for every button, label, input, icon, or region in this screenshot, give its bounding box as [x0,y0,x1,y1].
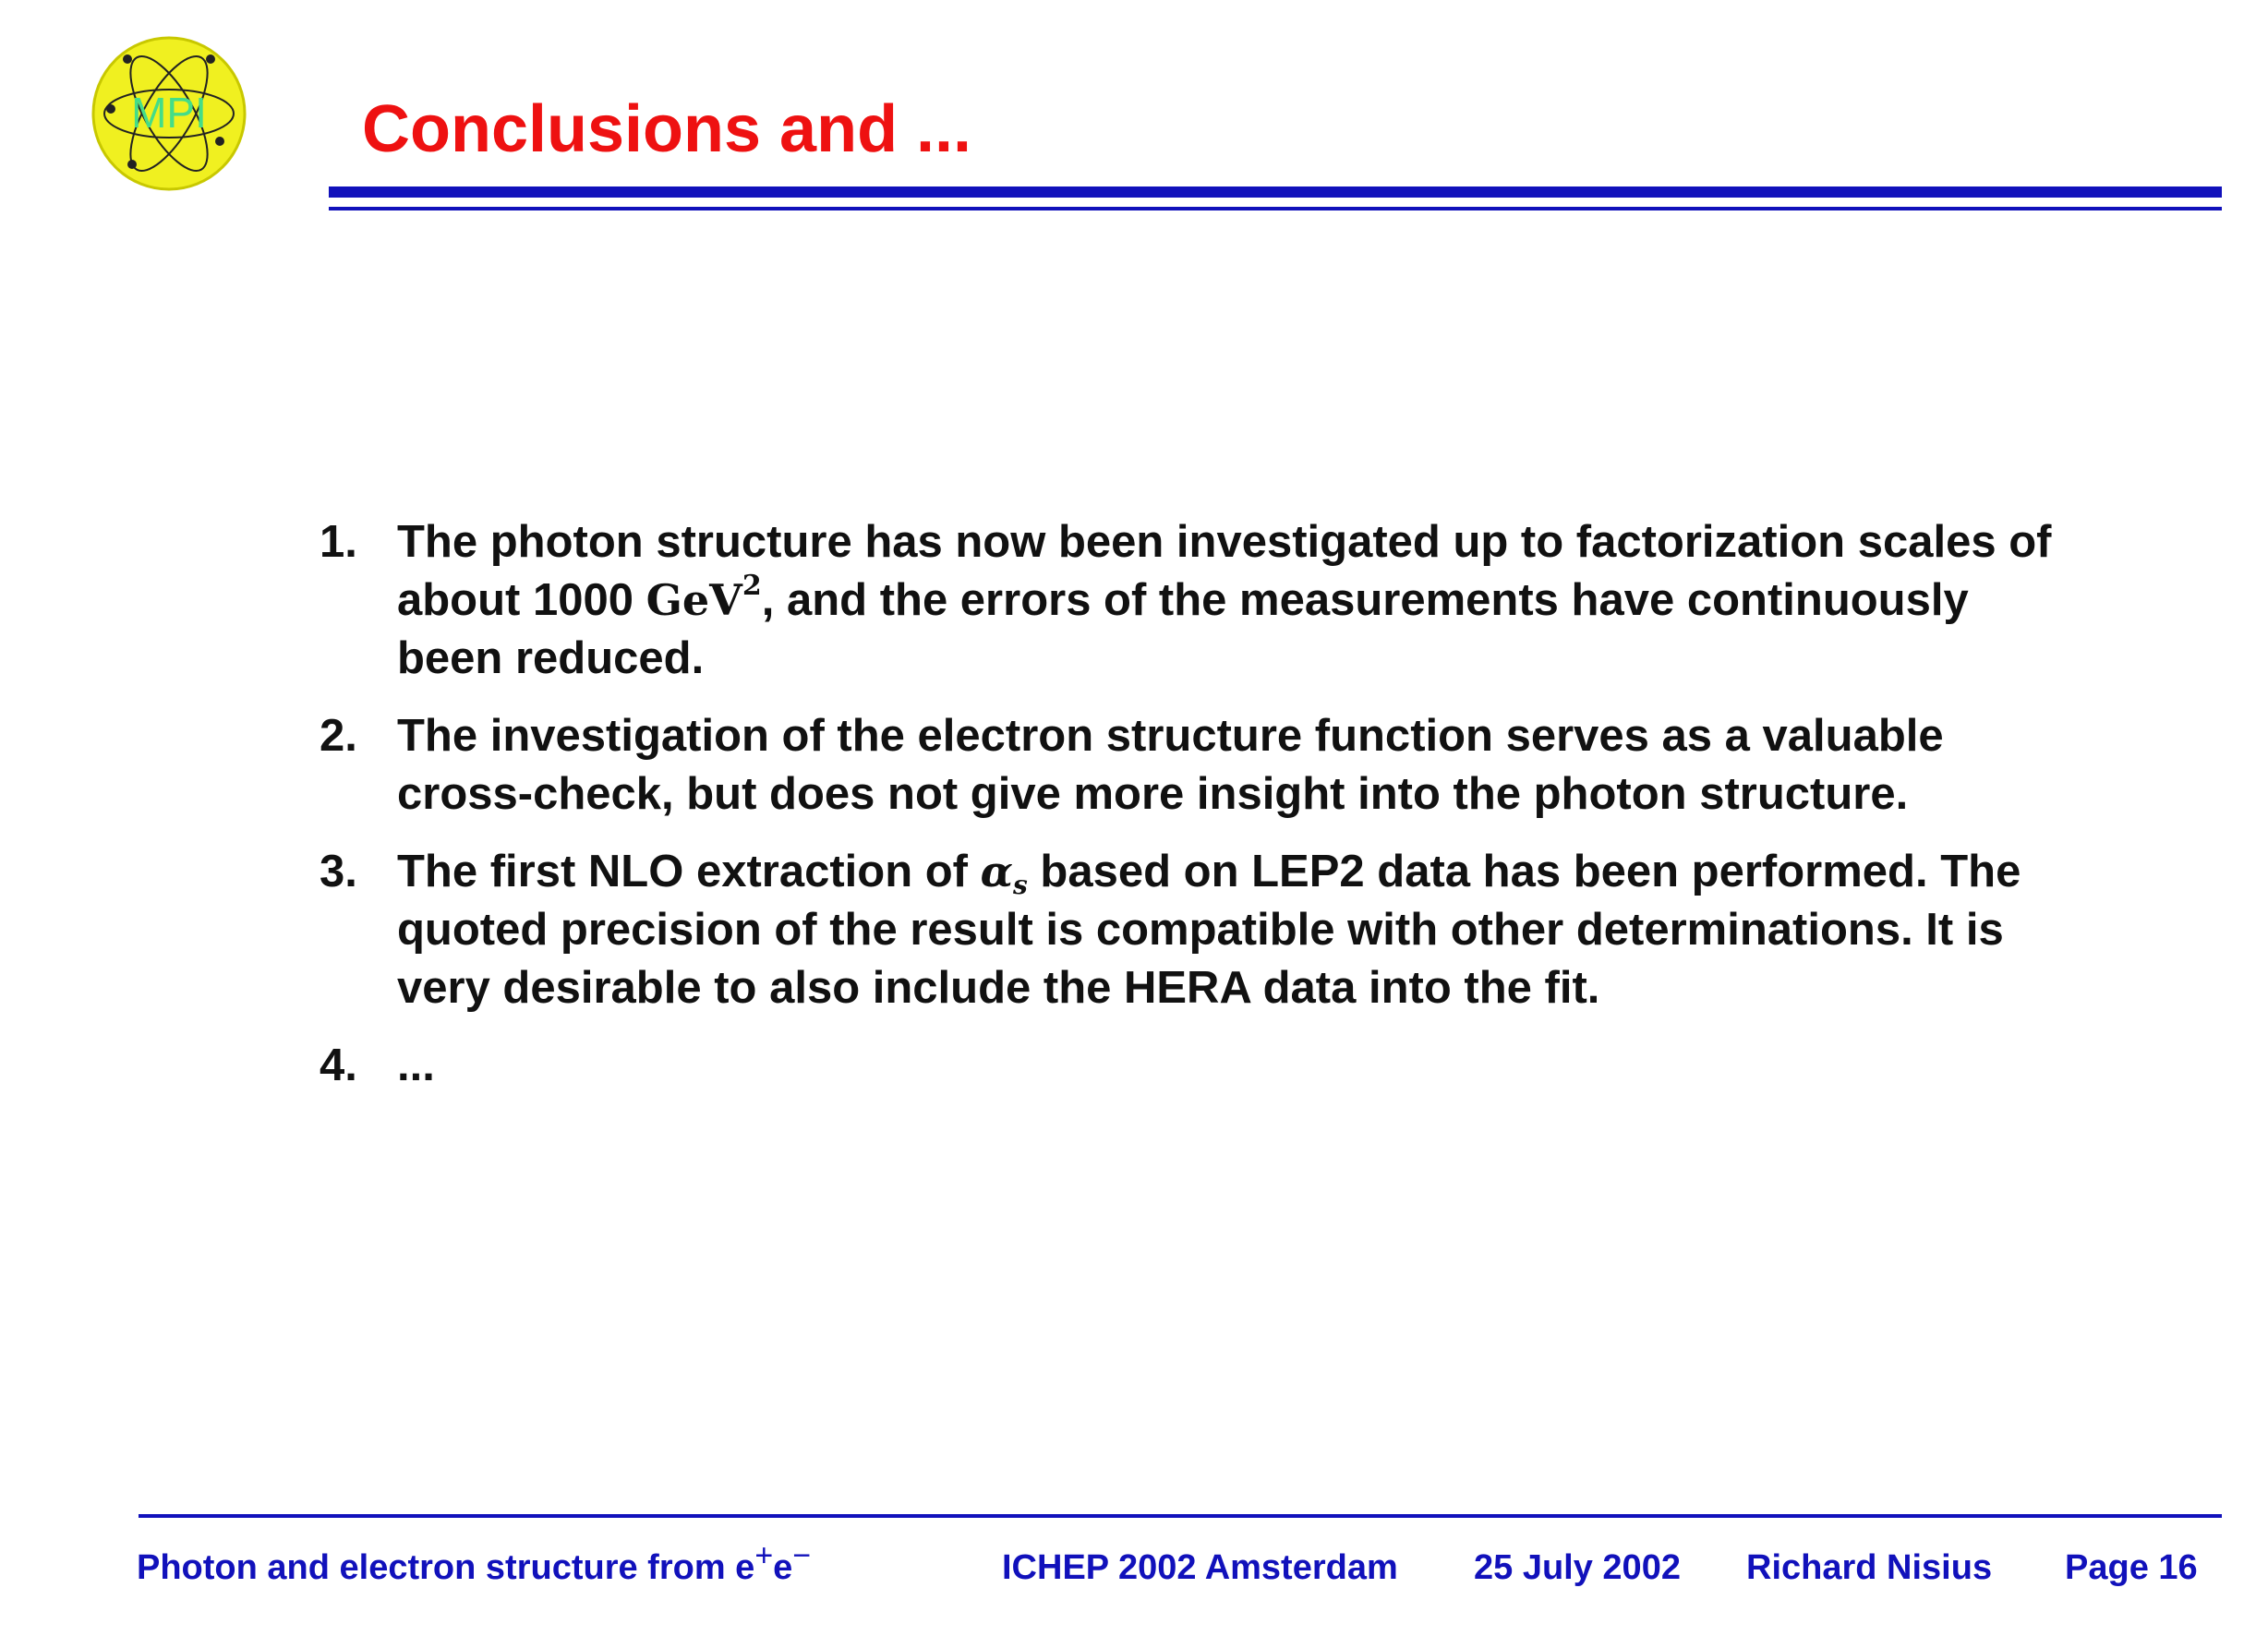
footer-sup-plus: + [754,1538,774,1573]
item-number: 2. [320,711,357,761]
conclusions-list [320,513,2074,1114]
math-superscript: 2 [742,570,762,602]
item-text-before: The first NLO extraction of [397,847,981,896]
math-unit: GeV [645,575,742,625]
item-text: ... [397,1041,435,1090]
list-item [320,1037,2074,1095]
list-item [320,707,2074,824]
footer-author: Richard Nisius [1746,1548,1993,1587]
item-text-after: based on LEP2 data has been performed. The quoted precision of the result is compatible with other determinations. It is very desirable to also include the HERA data into the fit. [397,847,2021,1013]
alpha-s-symbol [980,847,1028,900]
footer-page-number: Page 16 [2065,1548,2198,1587]
list-item [320,843,2074,1017]
footer-conference: ICHEP 2002 Amsterdam [1002,1548,1398,1587]
item-number: 1. [320,517,357,567]
footer-talk-title [137,1538,812,1588]
footer-rule [139,1514,2222,1518]
slide-title: Conclusions and ... [362,92,972,166]
mpi-logo [90,35,247,192]
item-number: 3. [320,847,357,896]
title-rule-thin [329,207,2222,211]
item-text [397,513,2074,688]
item-number: 4. [320,1041,357,1090]
item-text: The investigation of the electron structure function serves as a valuable cross-check, but does not give more insight into the photon structure. [397,711,1944,819]
logo-text: MPI [131,89,207,137]
list-item [320,513,2074,688]
footer-talk-title-e: e [773,1548,793,1587]
item-text-before: The photon structure has now been investigated up to factorization scales of about 1000 [397,517,2052,625]
footer-sup-minus: − [792,1538,812,1573]
item-text-after: , and the errors of the measurements have continuously been reduced. [397,575,1969,683]
math-subscript: s [1013,870,1028,900]
footer-talk-title-text: Photon and electron structure from e [137,1548,755,1587]
title-rule-thick [329,186,2222,198]
footer-date: 25 July 2002 [1474,1548,1681,1587]
item-text [397,843,2074,1017]
unit-gev-squared [645,570,762,625]
math-symbol: α [980,847,1014,896]
